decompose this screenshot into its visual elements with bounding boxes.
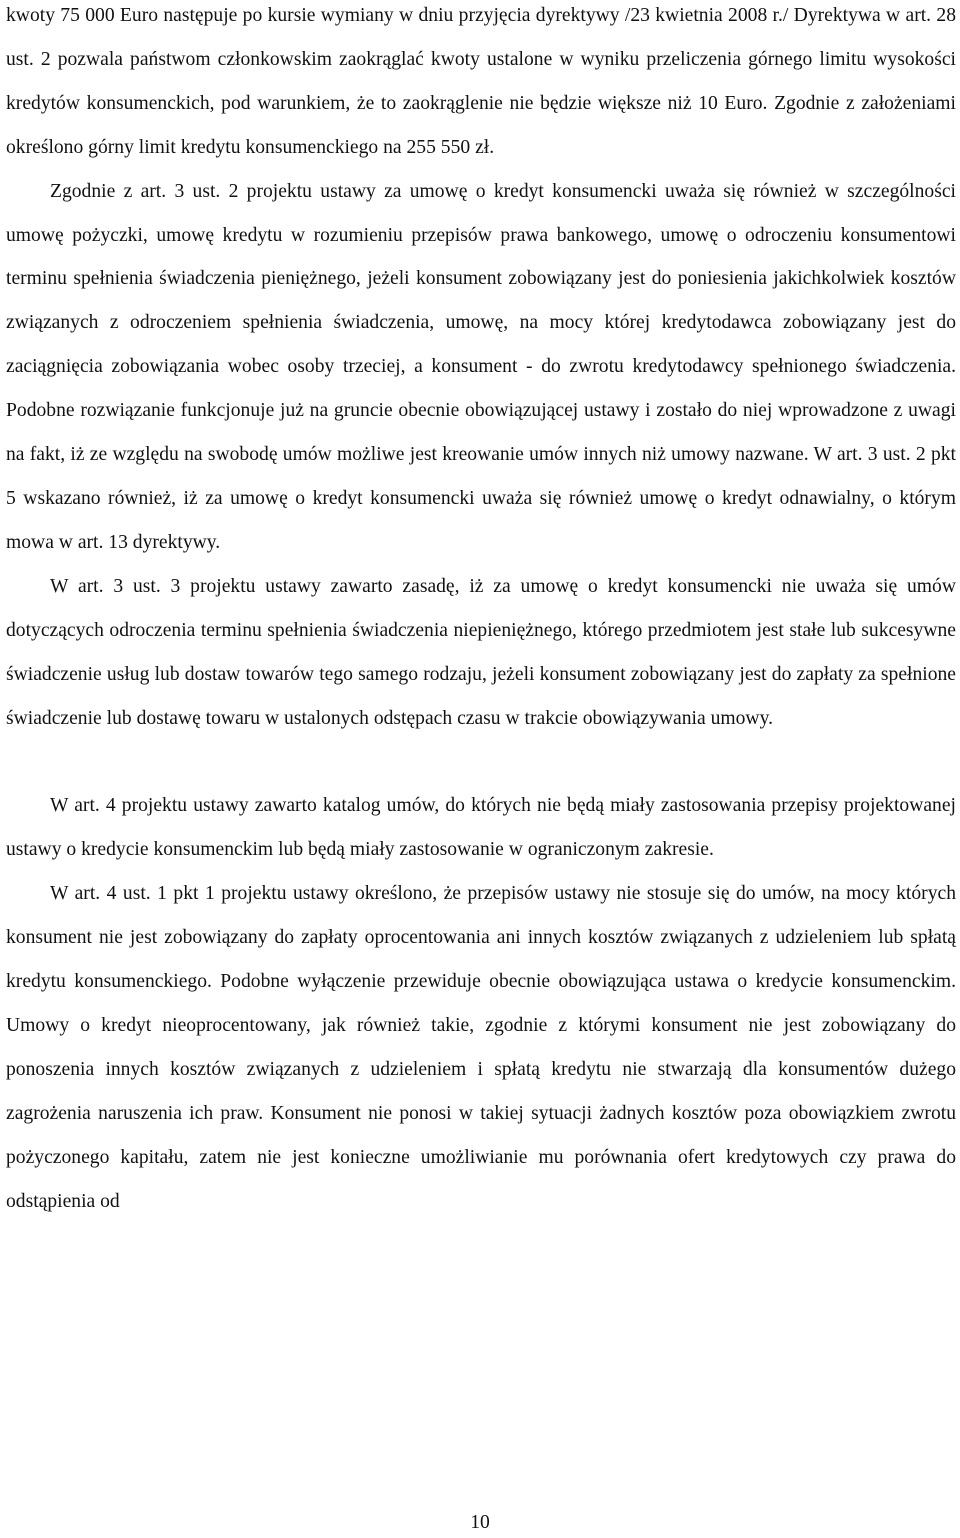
page-number: 10 (470, 1512, 490, 1533)
paragraph-1: kwoty 75 000 Euro następuje po kursie wymiany w dniu przyjęcia dyrektywy /23 kwietnia 2008 r./ Dyrektywa w art. 28 ust. 2 pozwala państwom członkowskim zaokrąglać kwoty ustalone w wyniku przeliczenia górnego limitu wysokości kredytów konsumenckich, pod warunkiem, że to zaokrąglenie nie będzie większe niż 10 Euro. Zgodnie z założeniami określono górny limit kredytu konsumenckiego na 255 550 zł. (6, 5, 956, 158)
document-page (6, 0, 956, 1223)
paragraph-2: Zgodnie z art. 3 ust. 2 projektu ustawy za umowę o kredyt konsumencki uważa się również w szczególności umowę pożyczki, umowę kredytu w rozumieniu przepisów prawa bankowego, umowę o odroczeniu konsumentowi terminu spełnienia świadczenia pieniężnego, jeżeli konsument zobowiązany jest do poniesienia jakichkolwiek kosztów związanych z odroczeniem spełnienia świadczenia, umowę, na mocy której kredytodawca zobowiązany jest do zaciągnięcia zobowiązania wobec osoby trzeciej, a konsument - do zwrotu kredytodawcy spełnionego świadczenia. Podobne rozwiązanie funkcjonuje już na gruncie obecnie obowiązującej ustawy i zostało do niej wprowadzone z uwagi na fakt, iż ze względu na swobodę umów możliwe jest kreowanie umów innych niż umowy nazwane. W art. 3 ust. 2 pkt 5 wskazano również, iż za umowę o kredyt konsumencki uważa się również umowę o kredyt odnawialny, o którym mowa w art. 13 dyrektywy. (6, 180, 956, 553)
paragraph-3: W art. 3 ust. 3 projektu ustawy zawarto zasadę, iż za umowę o kredyt konsumencki nie uważa się umów dotyczących odroczenia terminu spełnienia świadczenia niepieniężnego, którego przedmiotem jest stałe lub sukcesywne świadczenie usług lub dostaw towarów tego samego rodzaju, jeżeli konsument zobowiązany jest do zapłaty za spełnione świadczenie lub dostawę towaru w ustalonych odstępach czasu w trakcie obowiązywania umowy. (6, 575, 956, 729)
paragraph-5: W art. 4 ust. 1 pkt 1 projektu ustawy określono, że przepisów ustawy nie stosuje się do umów, na mocy których konsument nie jest zobowiązany do zapłaty oprocentowania ani innych kosztów związanych z udzieleniem lub spłatą kredytu konsumenckiego. Podobne wyłączenie przewiduje obecnie obowiązująca ustawa o kredycie konsumenckim. Umowy o kredyt nieoprocentowany, jak również takie, zgodnie z którymi konsument nie jest zobowiązany do ponoszenia innych kosztów związanych z udzieleniem i spłatą kredytu nie stwarzają dla konsumentów dużego zagrożenia naruszenia ich praw. Konsument nie ponosi w takiej sytuacji żadnych kosztów poza obowiązkiem zwrotu pożyczonego kapitału, zatem nie jest konieczne umożliwianie mu porównania ofert kredytowych czy prawa do odstąpienia od (6, 883, 956, 1212)
paragraph-4: W art. 4 projektu ustawy zawarto katalog umów, do których nie będą miały zastosowania przepisy projektowanej ustawy o kredycie konsumenckim lub będą miały zastosowanie w ograniczonym zakresie. (6, 795, 956, 861)
